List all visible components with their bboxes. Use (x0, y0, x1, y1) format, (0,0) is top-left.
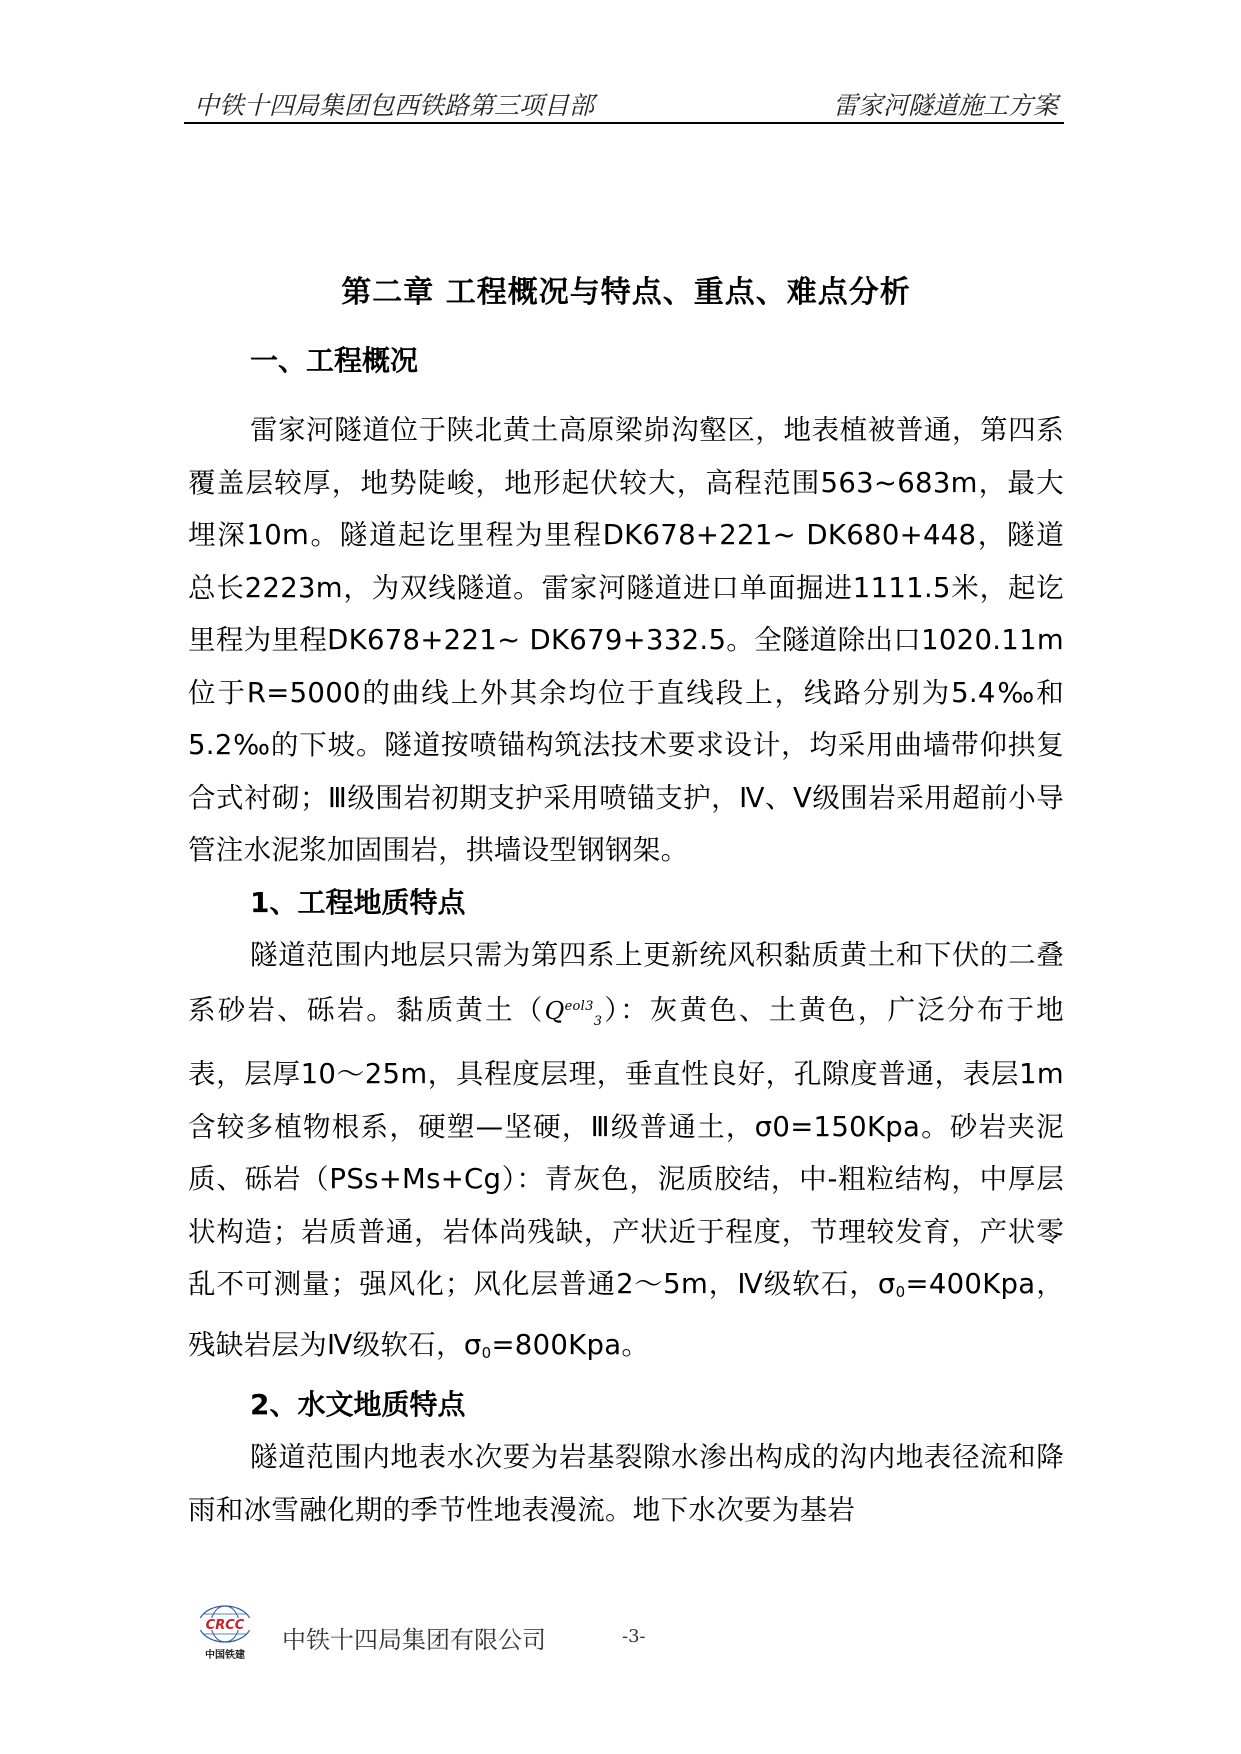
loess-formula (544, 997, 603, 1029)
geology-paragraph (188, 929, 1064, 1380)
geology-text-a: 隧道范围内地层只需为第四系上更新统风积黏质黄土和下伏的二叠系砂岩、砾岩。黏质黄土（ (188, 938, 1064, 1026)
formula-base: Q (544, 997, 565, 1025)
sigma-subscript-2: 0 (481, 1343, 492, 1362)
geology-text-d: =800Kpa。 (491, 1328, 650, 1361)
subsection-title-hydrology: 2、水文地质特点 (250, 1388, 466, 1422)
overview-paragraph: 雷家河隧道位于陕北黄土高原梁峁沟壑区，地表植被普通，第四系覆盖层较厚，地势陡峻，地形起伏较大，高程范围563~683m，最大埋深10m。隧道起讫里程为里程DK678+221~ DK680+448，隧道总长2223m，为双线隧道。雷家河隧道进口单面掘进1111.5米，起讫里程为里程DK678+221~ DK679+332.5。全隧道除出口1020.11m位于R=5000的曲线上外其余均位于直线段上，线路分别为5.4‰和5.2‰的下坡。隧道按喷锚构筑法技术要求设计，均采用曲墙带仰拱复合式衬砌；Ⅲ级围岩初期支护采用喷锚支护，Ⅳ、Ⅴ级围岩采用超前小导管注水泥浆加固围岩，拱墙设型钢钢架。 (188, 414, 1064, 866)
sigma-subscript-1: 0 (895, 1283, 906, 1302)
logo-text: CRCC (205, 1618, 245, 1633)
section-title-overview: 一、工程概况 (250, 344, 419, 377)
subsection-title-geology: 1、工程地质特点 (250, 885, 466, 919)
logo-caption: 中国铁建 (205, 1650, 245, 1661)
page-number: -3- (622, 1626, 646, 1647)
page-header (184, 82, 1064, 124)
footer-company-name: 中铁十四局集团有限公司 (282, 1626, 546, 1654)
page-footer (190, 1600, 890, 1670)
chapter-title: 第二章 工程概况与特点、重点、难点分析 (341, 275, 911, 310)
hydrology-paragraph: 隧道范围内地表水次要为岩基裂隙水渗出构成的沟内地表径流和降雨和冰雪融化期的季节性地表漫流。地下水次要为基岩 (188, 1441, 1064, 1526)
header-right-text: 雷家河隧道施工方案 (832, 91, 1058, 120)
formula-subscript: 3 (593, 1013, 603, 1029)
crcc-logo-icon (190, 1600, 260, 1670)
geology-text-b: ）：灰黄色、土黄色，广泛分布于地表，层厚10～25m，具程度层理，垂直性良好，孔隙度普通，表层1m含较多植物根系，硬塑—坚硬，Ⅲ级普通土，σ0=150Kpa。砂岩夹泥质、砾岩（PSs+Ms+Cg）：青灰色，泥质胶结，中-粗粒结构，中厚层状构造；岩质普通，岩体尚残缺，产状近于程度，节理较发育，产状零乱不可测量；强风化；风化层普通2～5m，Ⅳ级软石，σ (188, 994, 1064, 1301)
header-left-text: 中铁十四局集团包西铁路第三项目部 (194, 91, 595, 120)
geology-text-c: =400Kpa，残缺岩层为Ⅳ级软石，σ (188, 1268, 1064, 1361)
document-body (188, 258, 1064, 1536)
formula-superscript: eol3 (564, 999, 594, 1014)
